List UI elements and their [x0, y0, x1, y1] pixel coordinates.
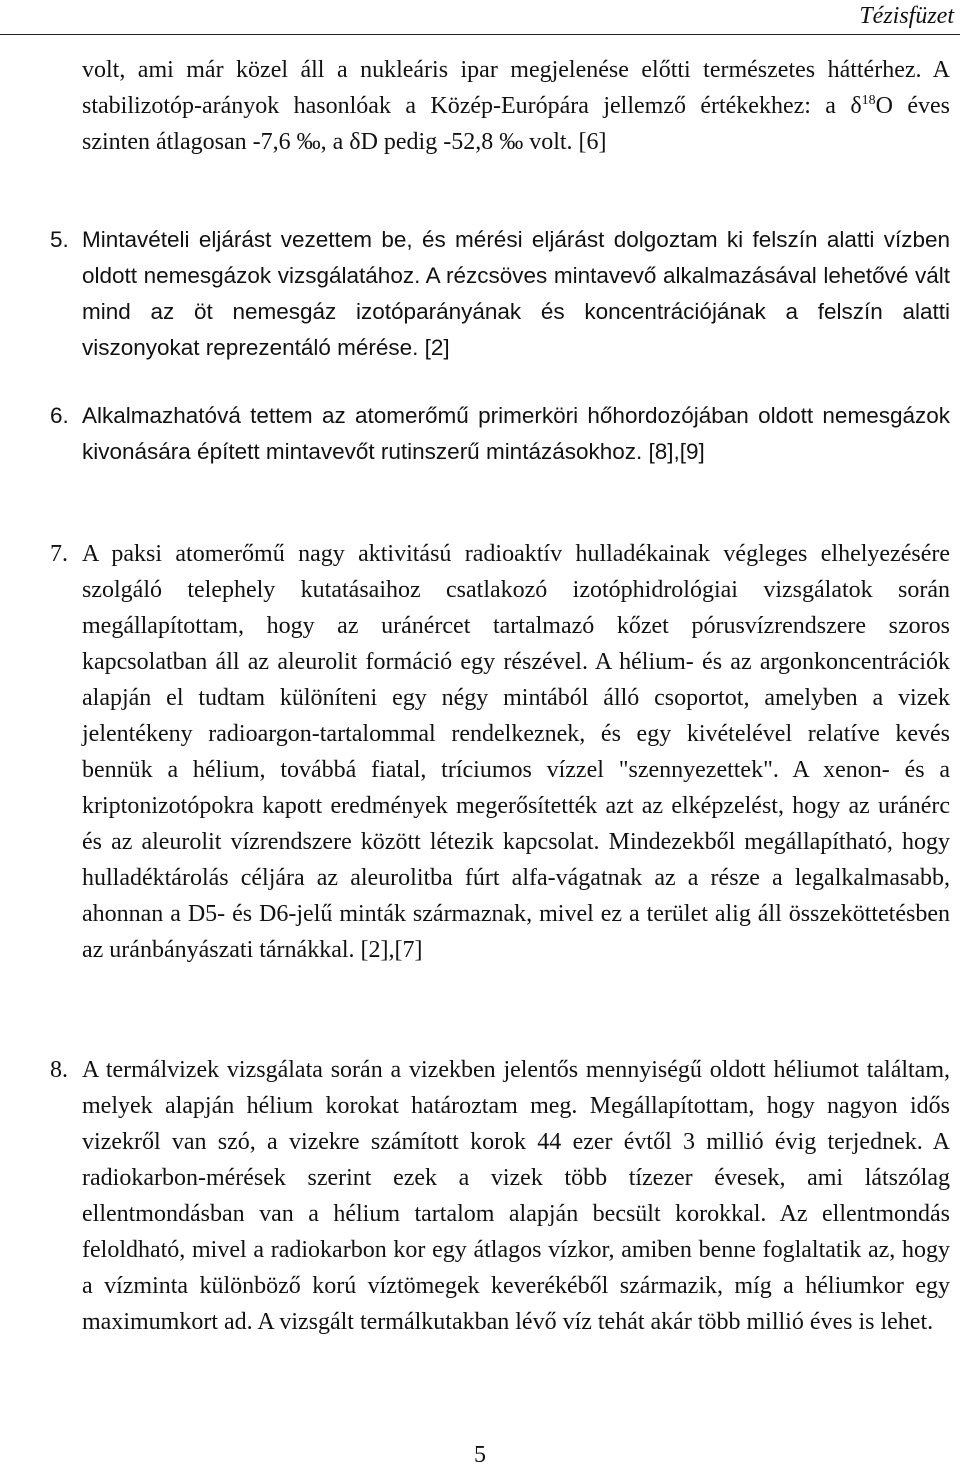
thesis-text: A paksi atomerőmű nagy aktivitású radioaktív hulladékainak végleges elhelyezésére szolgáló telephely kutatásaihoz csatlakozó izotóphidrológiai vizsgálatok során megállapítottam, hogy az uránércet tartalmazó kőzet pórusvízrendszere szoros kapcsolatban áll az aleurolit formáció egy részével. A hélium- és az argonkoncentrációk alapján el tudtam különíteni egy négy mintából álló csoportot, amelyben a vizek jelentékeny radioargon-tartalommal rendelkeznek, és egy kivételével relatíve kevés bennük a hélium, továbbá fiatal, tríciumos vízzel "szennyezettek". A xenon- és a kriptonizotópokra kapott eredmények megerősítették azt az elképzelést, hogy az uránérc és az aleurolit vízrendszere között létezik kapcsolat. Mindezekből megállapítható, hogy hulladéktárolás céljára az aleurolitba fúrt alfa-vágatnak az a része a legalkalmasabb, ahonnan a D5- és D6-jelű minták származnak, mivel ez a terület alig áll összeköttetésben az uránbányászati tárnákkal. [2],[7]	[82, 541, 950, 963]
thesis-number: 5.	[50, 227, 69, 252]
header-divider	[0, 34, 960, 35]
thesis-text: Alkalmazhatóvá tettem az atomerőmű primerköri hőhordozójában oldott nemesgázok kivonására épített mintavevőt rutinszerű mintázásokhoz. [8],[9]	[82, 403, 950, 464]
thesis-text: Mintavételi eljárást vezettem be, és mérési eljárást dolgoztam ki felszín alatti vízben oldott nemesgázok vizsgálatához. A rézcsöves mintavevő alkalmazásával lehetővé vált mind az öt nemesgáz izotóparányának és koncentrációjának a felszín alatti viszonyokat reprezentáló mérése. [2]	[82, 227, 950, 360]
thesis-item-6	[50, 398, 950, 470]
intro-text-start: volt, ami már közel áll a nukleáris ipar megjelenése előtti természetes háttérhez. A stabilizotóp-arányok hasonlóak a Közép-Európára jellemző értékekhez: a δ	[82, 57, 950, 119]
intro-paragraph	[82, 52, 950, 160]
thesis-text: A termálvizek vizsgálata során a vizekben jelentős mennyiségű oldott héliumot találtam, melyek alapján hélium korokat határoztam meg. Megállapítottam, hogy nagyon idős vizekről van szó, a vizekre számított korok 44 ezer évtől 3 millió évig terjednek. A radiokarbon-mérések szerint ezek a vizek több tízezer évesek, ami látszólag ellentmondásban van a hélium tartalom alapján becsült korokkal. Az ellentmondás feloldható, mivel a radiokarbon kor egy átlagos vízkor, amiben benne foglaltatik az, hogy a vízminta különböző korú víztömegek keverékéből származik, míg a héliumkor egy maximumkort ad. A vizsgált termálkutakban lévő víz tehát akár több millió éves is lehet.	[82, 1057, 950, 1335]
thesis-number: 6.	[50, 403, 69, 428]
intro-text-end: O éves szinten átlagosan -7,6 ‰, a δD pedig -52,8 ‰ volt. [6]	[82, 93, 950, 155]
document-title: Tézisfüzet	[859, 3, 954, 29]
isotope-superscript: 18	[861, 93, 876, 108]
thesis-item-8	[50, 1052, 950, 1340]
thesis-item-7	[50, 536, 950, 968]
thesis-item-5	[50, 222, 950, 366]
page-header	[0, 0, 960, 40]
thesis-number: 8.	[50, 1057, 68, 1083]
page-number: 5	[474, 1442, 486, 1468]
thesis-number: 7.	[50, 541, 68, 567]
